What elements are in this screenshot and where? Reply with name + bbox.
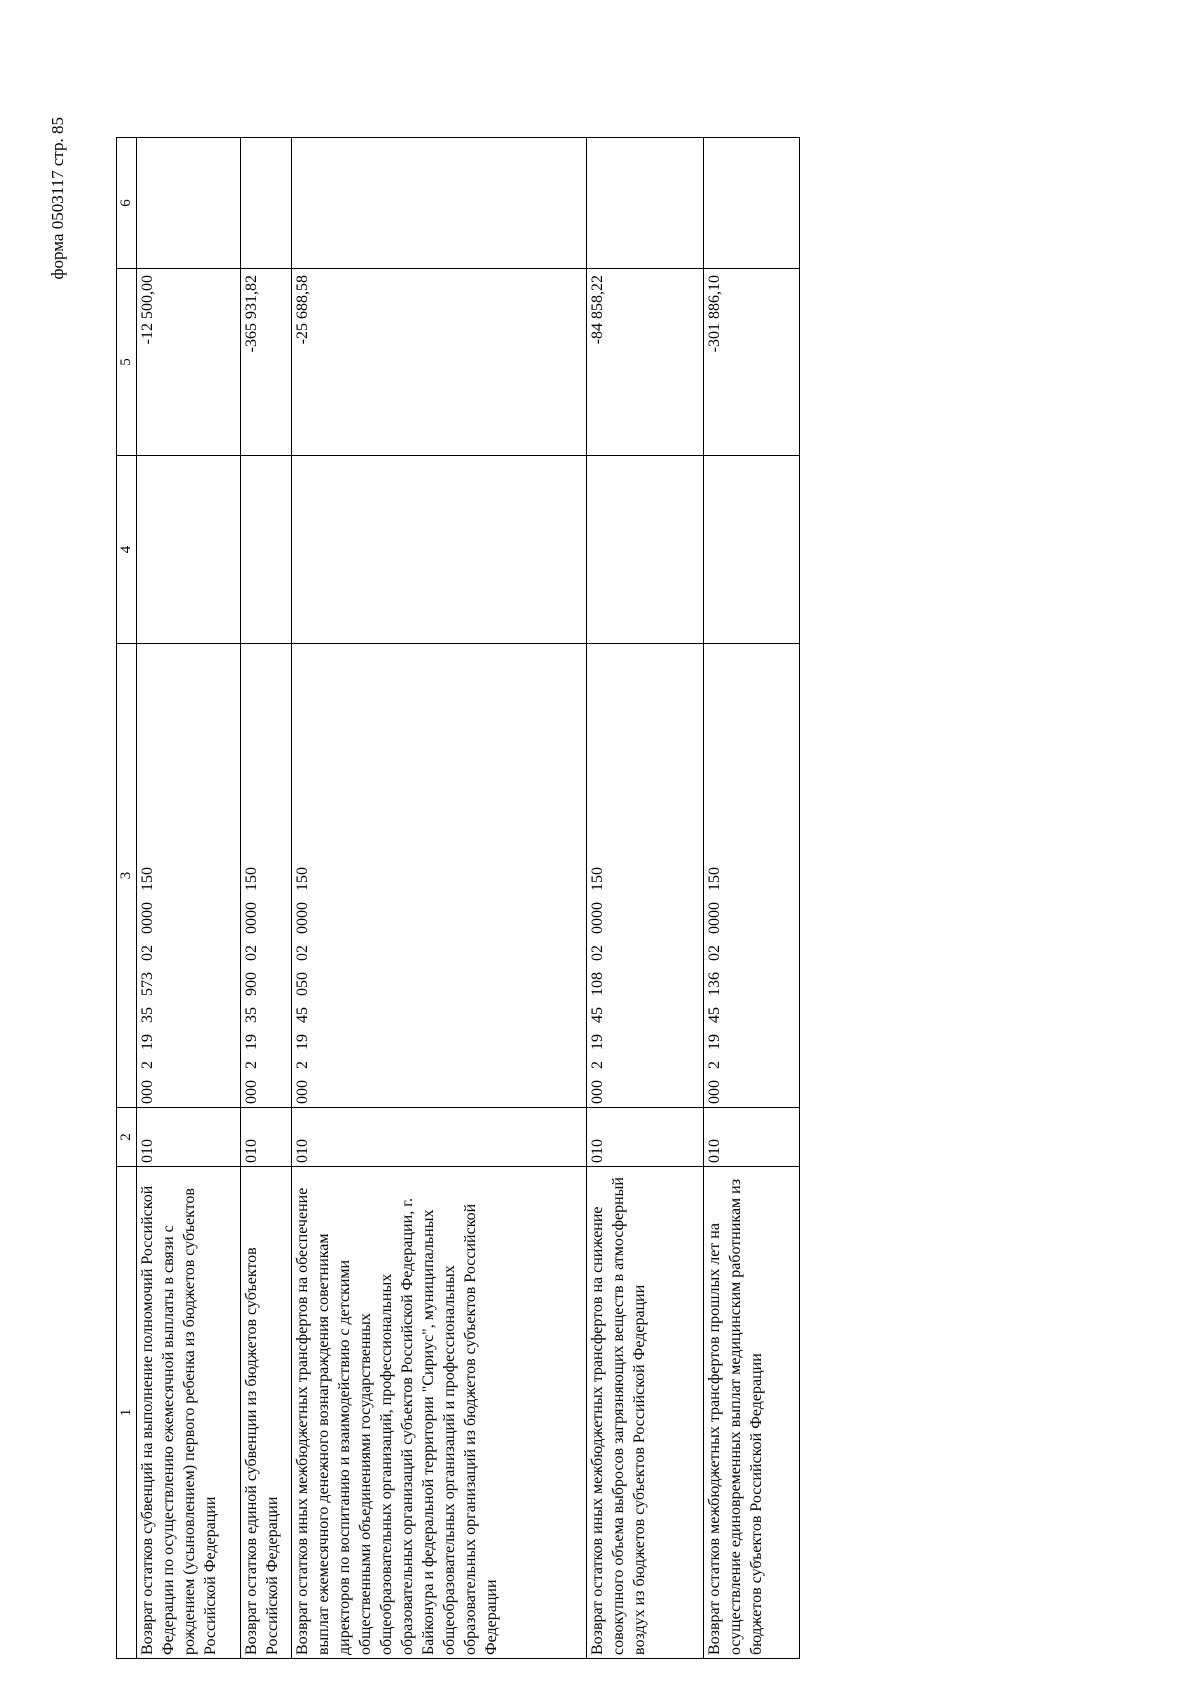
column-6-value bbox=[137, 138, 241, 269]
line-code: 010 bbox=[587, 1108, 704, 1167]
column-5-value: -365 931,82 bbox=[241, 269, 292, 456]
table-row bbox=[587, 138, 704, 1659]
column-number-row bbox=[117, 138, 137, 1659]
table-row bbox=[292, 138, 587, 1659]
report-table bbox=[116, 137, 800, 1659]
column-header-5: 5 bbox=[117, 269, 137, 456]
budget-code: 00021945136020000150 bbox=[704, 644, 800, 1108]
column-5-value: -12 500,00 bbox=[137, 269, 241, 456]
column-5-value: -301 886,10 bbox=[704, 269, 800, 456]
row-name: Возврат остатков субвенций на выполнение полномочий Российской Федерации по осуществлению ежемесячной выплаты в связи с рождением (усыновлением) первого ребенка из бюджетов субъектов Российской Федерации bbox=[137, 1167, 241, 1659]
column-4-value bbox=[587, 456, 704, 644]
budget-code: 00021935900020000150 bbox=[241, 644, 292, 1108]
table-row bbox=[704, 138, 800, 1659]
column-header-3: 3 bbox=[117, 644, 137, 1108]
row-name: Возврат остатков иных межбюджетных трансфертов на снижение совокупного объема выбросов загрязняющих веществ в атмосферный воздух из бюджетов субъектов Российской Федерации bbox=[587, 1167, 704, 1659]
column-6-value bbox=[587, 138, 704, 269]
column-header-1: 1 bbox=[117, 1167, 137, 1659]
row-name: Возврат остатков иных межбюджетных трансфертов на обеспечение выплат ежемесячного денежного вознаграждения советникам директоров по воспитанию и взаимодействию с детскими общественными объединениями государственных общеобразовательных организаций, профессиональных образовательных организаций субъектов Российской Федерации, г. Байконура и федеральной территории "Сириус", муниципальных общеобразовательных организаций и профессиональных образовательных организаций из бюджетов субъектов Российской Федерации bbox=[292, 1167, 587, 1659]
column-6-value bbox=[292, 138, 587, 269]
line-code: 010 bbox=[704, 1108, 800, 1167]
column-4-value bbox=[137, 456, 241, 644]
column-4-value bbox=[704, 456, 800, 644]
column-5-value: -25 688,58 bbox=[292, 269, 587, 456]
budget-code: 00021945108020000150 bbox=[587, 644, 704, 1108]
column-header-2: 2 bbox=[117, 1108, 137, 1167]
form-reference: форма 0503117 стр. 85 bbox=[48, 117, 67, 280]
row-name: Возврат остатков единой субвенции из бюджетов субъектов Российской Федерации bbox=[241, 1167, 292, 1659]
row-name: Возврат остатков межбюджетных трансфертов прошлых лет на осуществление единовременных выплат медицинским работникам из бюджетов субъектов Российской Федерации bbox=[704, 1167, 800, 1659]
budget-code: 00021945050020000150 bbox=[292, 644, 587, 1108]
column-header-4: 4 bbox=[117, 456, 137, 644]
table-row bbox=[137, 138, 241, 1659]
line-code: 010 bbox=[137, 1108, 241, 1167]
column-4-value bbox=[292, 456, 587, 644]
budget-code: 00021935573020000150 bbox=[137, 644, 241, 1108]
column-4-value bbox=[241, 456, 292, 644]
column-header-6: 6 bbox=[117, 138, 137, 269]
line-code: 010 bbox=[292, 1108, 587, 1167]
column-5-value: -84 858,22 bbox=[587, 269, 704, 456]
line-code: 010 bbox=[241, 1108, 292, 1167]
table-row bbox=[241, 138, 292, 1659]
column-6-value bbox=[241, 138, 292, 269]
column-6-value bbox=[704, 138, 800, 269]
